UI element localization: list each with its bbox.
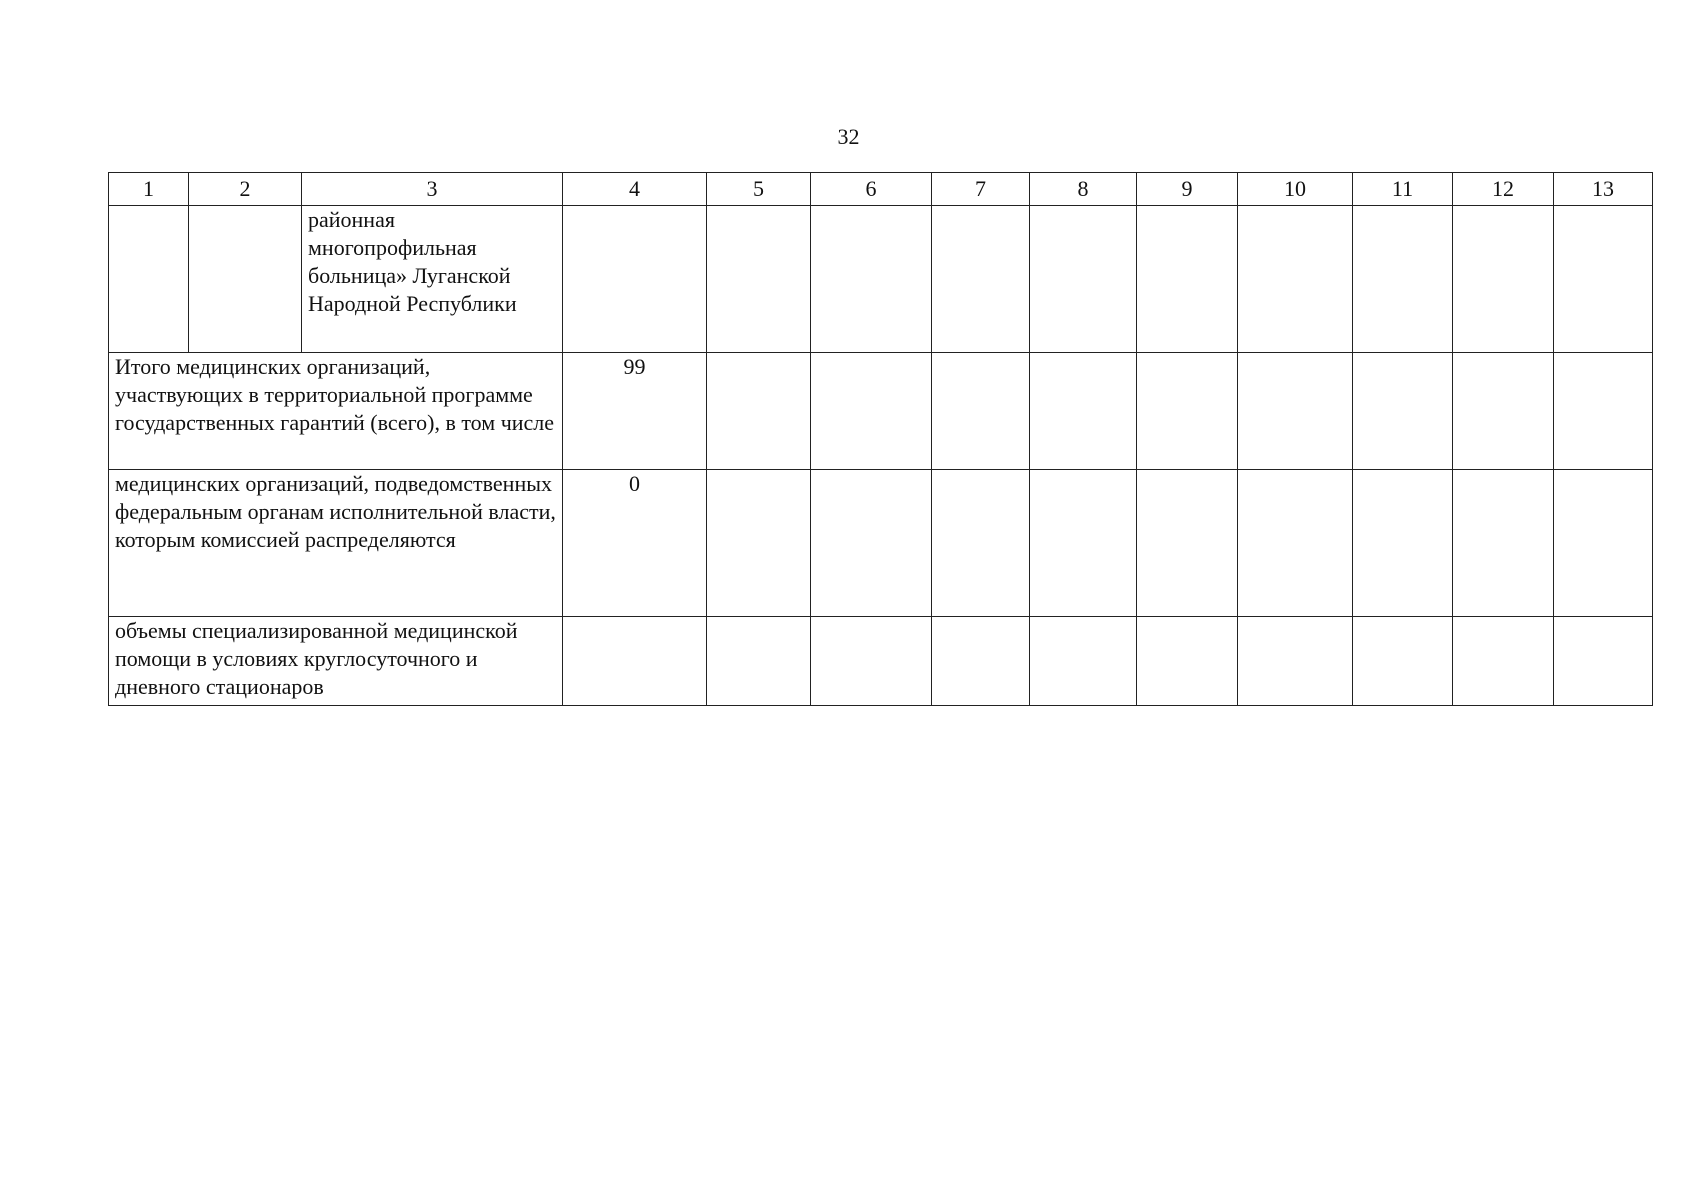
column-number-row	[109, 173, 1653, 206]
empty-cell	[932, 353, 1030, 470]
empty-cell	[707, 617, 811, 706]
empty-cell	[1453, 470, 1554, 617]
federal-label-cell: медицинских организаций, подведомственных федеральным органам исполнительной власти, которым комиссией распределяются	[109, 470, 563, 617]
empty-cell	[707, 470, 811, 617]
empty-cell	[1137, 353, 1238, 470]
column-number-cell: 12	[1453, 173, 1554, 206]
column-number-cell: 7	[932, 173, 1030, 206]
empty-cell	[1238, 617, 1353, 706]
table-row-volumes	[109, 617, 1653, 706]
page-number: 32	[837, 124, 860, 149]
empty-cell	[189, 206, 302, 353]
empty-cell	[1030, 353, 1137, 470]
empty-cell	[1353, 617, 1453, 706]
empty-cell	[1353, 470, 1453, 617]
column-number-cell: 2	[189, 173, 302, 206]
empty-cell	[1453, 353, 1554, 470]
empty-cell	[1238, 470, 1353, 617]
empty-cell	[1137, 470, 1238, 617]
total-label-cell: Итого медицинских организаций, участвующих в территориальной программе государственных гарантий (всего), в том числе	[109, 353, 563, 470]
total-value-cell: 99	[563, 353, 707, 470]
empty-cell	[563, 617, 707, 706]
empty-cell	[811, 353, 932, 470]
column-number-cell: 3	[302, 173, 563, 206]
column-number-cell: 13	[1554, 173, 1653, 206]
empty-cell	[707, 353, 811, 470]
empty-cell	[1238, 353, 1353, 470]
empty-cell	[563, 206, 707, 353]
column-number-cell: 6	[811, 173, 932, 206]
empty-cell	[1030, 617, 1137, 706]
column-number-cell: 4	[563, 173, 707, 206]
empty-cell	[1030, 206, 1137, 353]
table-row	[109, 206, 1653, 353]
empty-cell	[1353, 353, 1453, 470]
column-number-cell: 10	[1238, 173, 1353, 206]
empty-cell	[1238, 206, 1353, 353]
empty-cell	[932, 470, 1030, 617]
column-number-cell: 1	[109, 173, 189, 206]
federal-value-cell: 0	[563, 470, 707, 617]
empty-cell	[1554, 353, 1653, 470]
empty-cell	[1137, 617, 1238, 706]
empty-cell	[1453, 617, 1554, 706]
table-row-federal	[109, 470, 1653, 617]
empty-cell	[1030, 470, 1137, 617]
empty-cell	[811, 470, 932, 617]
empty-cell	[707, 206, 811, 353]
empty-cell	[1453, 206, 1554, 353]
volumes-label-cell: объемы специализированной медицинской помощи в условиях круглосуточного и дневного стационаров	[109, 617, 563, 706]
empty-cell	[1554, 206, 1653, 353]
empty-cell	[932, 206, 1030, 353]
table-row-total	[109, 353, 1653, 470]
empty-cell	[811, 206, 932, 353]
column-number-cell: 8	[1030, 173, 1137, 206]
column-number-cell: 5	[707, 173, 811, 206]
data-table	[108, 172, 1653, 706]
empty-cell	[1554, 617, 1653, 706]
organization-name-cell: районная многопрофильная больница» Луганской Народной Республики	[302, 206, 563, 353]
empty-cell	[1353, 206, 1453, 353]
empty-cell	[1554, 470, 1653, 617]
empty-cell	[932, 617, 1030, 706]
empty-cell	[109, 206, 189, 353]
empty-cell	[1137, 206, 1238, 353]
empty-cell	[811, 617, 932, 706]
column-number-cell: 11	[1353, 173, 1453, 206]
column-number-cell: 9	[1137, 173, 1238, 206]
